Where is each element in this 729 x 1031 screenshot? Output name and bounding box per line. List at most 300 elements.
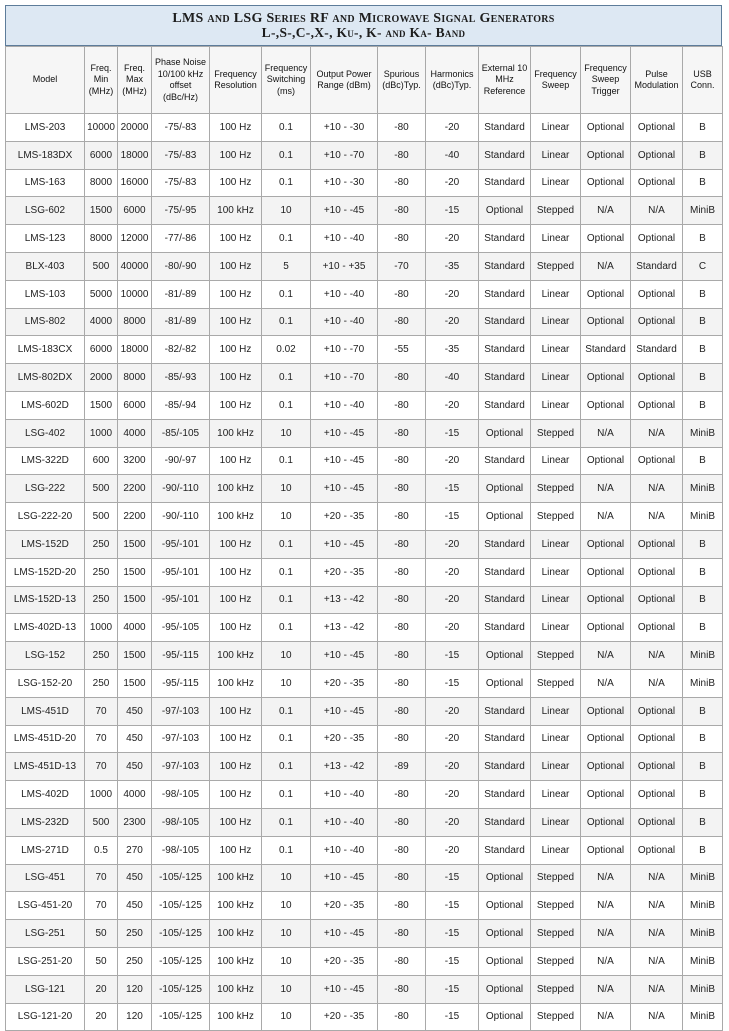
cell-sweep-trigger: N/A [581, 920, 631, 948]
cell-external-reference: Standard [479, 614, 531, 642]
cell-output-power-range: +10 - -40 [311, 781, 378, 809]
cell-freq-max: 18000 [118, 141, 152, 169]
cell-harmonics: -20 [426, 781, 479, 809]
cell-frequency-resolution: 100 kHz [210, 1003, 262, 1031]
cell-model: LMS-163 [6, 169, 85, 197]
table-row [6, 808, 723, 836]
cell-harmonics: -20 [426, 808, 479, 836]
cell-model: LSG-451 [6, 864, 85, 892]
cell-spurious: -80 [378, 586, 426, 614]
cell-output-power-range: +10 - -45 [311, 475, 378, 503]
cell-freq-min: 70 [85, 753, 118, 781]
cell-output-power-range: +10 - -45 [311, 864, 378, 892]
table-row [6, 558, 723, 586]
cell-freq-min: 500 [85, 252, 118, 280]
column-header-pulse-modulation: Pulse Modulation [631, 47, 683, 114]
cell-model: LSG-152 [6, 642, 85, 670]
cell-usb-connector: B [683, 141, 723, 169]
cell-harmonics: -20 [426, 225, 479, 253]
cell-model: LMS-152D-13 [6, 586, 85, 614]
cell-spurious: -80 [378, 447, 426, 475]
cell-freq-max: 6000 [118, 391, 152, 419]
cell-external-reference: Optional [479, 503, 531, 531]
cell-frequency-sweep: Linear [531, 753, 581, 781]
cell-frequency-sweep: Linear [531, 141, 581, 169]
cell-frequency-sweep: Linear [531, 530, 581, 558]
cell-frequency-switching: 0.1 [262, 753, 311, 781]
cell-frequency-resolution: 100 kHz [210, 975, 262, 1003]
cell-frequency-sweep: Stepped [531, 419, 581, 447]
cell-frequency-resolution: 100 Hz [210, 336, 262, 364]
cell-frequency-switching: 0.1 [262, 225, 311, 253]
table-row [6, 781, 723, 809]
cell-sweep-trigger: N/A [581, 475, 631, 503]
cell-model: LMS-271D [6, 836, 85, 864]
table-row [6, 252, 723, 280]
cell-harmonics: -15 [426, 975, 479, 1003]
cell-usb-connector: B [683, 725, 723, 753]
cell-frequency-sweep: Stepped [531, 642, 581, 670]
cell-harmonics: -20 [426, 725, 479, 753]
cell-pulse-modulation: Optional [631, 447, 683, 475]
table-row [6, 864, 723, 892]
cell-phase-noise: -81/-89 [152, 280, 210, 308]
column-header-freq-max: Freq. Max (MHz) [118, 47, 152, 114]
cell-freq-min: 250 [85, 642, 118, 670]
cell-frequency-sweep: Linear [531, 391, 581, 419]
cell-output-power-range: +20 - -35 [311, 947, 378, 975]
cell-freq-max: 3200 [118, 447, 152, 475]
cell-spurious: -80 [378, 642, 426, 670]
cell-freq-min: 500 [85, 808, 118, 836]
cell-spurious: -55 [378, 336, 426, 364]
cell-usb-connector: B [683, 114, 723, 142]
cell-pulse-modulation: Optional [631, 141, 683, 169]
cell-frequency-switching: 0.1 [262, 558, 311, 586]
cell-spurious: -80 [378, 975, 426, 1003]
cell-external-reference: Standard [479, 391, 531, 419]
cell-frequency-resolution: 100 Hz [210, 725, 262, 753]
cell-frequency-sweep: Stepped [531, 892, 581, 920]
cell-external-reference: Optional [479, 669, 531, 697]
cell-frequency-sweep: Stepped [531, 252, 581, 280]
cell-frequency-switching: 0.1 [262, 586, 311, 614]
cell-usb-connector: B [683, 308, 723, 336]
cell-frequency-sweep: Linear [531, 781, 581, 809]
cell-frequency-resolution: 100 Hz [210, 614, 262, 642]
cell-frequency-switching: 0.1 [262, 808, 311, 836]
table-header-row [6, 47, 723, 114]
table-row [6, 225, 723, 253]
table-row [6, 697, 723, 725]
cell-harmonics: -20 [426, 753, 479, 781]
cell-frequency-switching: 0.1 [262, 391, 311, 419]
cell-output-power-range: +10 - -45 [311, 530, 378, 558]
cell-freq-max: 10000 [118, 280, 152, 308]
cell-spurious: -80 [378, 391, 426, 419]
cell-usb-connector: B [683, 336, 723, 364]
cell-freq-max: 40000 [118, 252, 152, 280]
cell-spurious: -80 [378, 503, 426, 531]
cell-frequency-switching: 0.1 [262, 530, 311, 558]
cell-freq-min: 1000 [85, 781, 118, 809]
cell-phase-noise: -97/-103 [152, 753, 210, 781]
cell-phase-noise: -80/-90 [152, 252, 210, 280]
cell-frequency-resolution: 100 Hz [210, 391, 262, 419]
cell-freq-min: 50 [85, 947, 118, 975]
cell-freq-max: 6000 [118, 197, 152, 225]
cell-sweep-trigger: Optional [581, 808, 631, 836]
cell-harmonics: -15 [426, 1003, 479, 1031]
cell-freq-min: 70 [85, 892, 118, 920]
cell-usb-connector: MiniB [683, 920, 723, 948]
cell-phase-noise: -98/-105 [152, 836, 210, 864]
cell-freq-max: 2200 [118, 475, 152, 503]
cell-pulse-modulation: N/A [631, 1003, 683, 1031]
cell-model: LMS-802DX [6, 364, 85, 392]
cell-frequency-switching: 0.1 [262, 697, 311, 725]
cell-model: LMS-322D [6, 447, 85, 475]
cell-phase-noise: -105/-125 [152, 892, 210, 920]
cell-external-reference: Optional [479, 920, 531, 948]
table-row [6, 753, 723, 781]
title-line-1: LMS and LSG Series RF and Microwave Signal Generators [172, 10, 555, 26]
cell-frequency-switching: 10 [262, 669, 311, 697]
cell-usb-connector: MiniB [683, 419, 723, 447]
cell-external-reference: Optional [479, 475, 531, 503]
cell-frequency-sweep: Stepped [531, 475, 581, 503]
cell-freq-max: 12000 [118, 225, 152, 253]
cell-model: LMS-402D [6, 781, 85, 809]
cell-freq-max: 120 [118, 1003, 152, 1031]
cell-frequency-switching: 10 [262, 920, 311, 948]
cell-pulse-modulation: Optional [631, 280, 683, 308]
cell-phase-noise: -95/-115 [152, 669, 210, 697]
cell-phase-noise: -98/-105 [152, 808, 210, 836]
cell-frequency-switching: 10 [262, 419, 311, 447]
cell-sweep-trigger: Optional [581, 781, 631, 809]
cell-freq-min: 500 [85, 503, 118, 531]
cell-freq-min: 250 [85, 530, 118, 558]
cell-phase-noise: -90/-110 [152, 503, 210, 531]
cell-frequency-switching: 10 [262, 503, 311, 531]
cell-pulse-modulation: Optional [631, 808, 683, 836]
cell-usb-connector: MiniB [683, 503, 723, 531]
cell-spurious: -80 [378, 1003, 426, 1031]
cell-sweep-trigger: Optional [581, 391, 631, 419]
cell-external-reference: Optional [479, 947, 531, 975]
cell-harmonics: -20 [426, 558, 479, 586]
cell-usb-connector: B [683, 836, 723, 864]
cell-spurious: -80 [378, 920, 426, 948]
cell-freq-min: 0.5 [85, 836, 118, 864]
cell-frequency-sweep: Linear [531, 725, 581, 753]
cell-sweep-trigger: N/A [581, 252, 631, 280]
cell-sweep-trigger: Optional [581, 114, 631, 142]
cell-frequency-resolution: 100 Hz [210, 280, 262, 308]
cell-sweep-trigger: Optional [581, 586, 631, 614]
cell-phase-noise: -105/-125 [152, 1003, 210, 1031]
cell-harmonics: -20 [426, 836, 479, 864]
cell-external-reference: Standard [479, 364, 531, 392]
cell-external-reference: Optional [479, 975, 531, 1003]
cell-model: LSG-222 [6, 475, 85, 503]
cell-output-power-range: +20 - -35 [311, 669, 378, 697]
cell-phase-noise: -90/-97 [152, 447, 210, 475]
cell-freq-max: 4000 [118, 419, 152, 447]
cell-frequency-switching: 10 [262, 892, 311, 920]
cell-model: LSG-121 [6, 975, 85, 1003]
cell-freq-min: 20 [85, 975, 118, 1003]
column-header-usb-connector: USB Conn. [683, 47, 723, 114]
cell-frequency-resolution: 100 Hz [210, 114, 262, 142]
cell-frequency-resolution: 100 Hz [210, 364, 262, 392]
cell-pulse-modulation: Optional [631, 558, 683, 586]
cell-freq-min: 250 [85, 669, 118, 697]
cell-sweep-trigger: N/A [581, 669, 631, 697]
cell-harmonics: -15 [426, 920, 479, 948]
cell-freq-min: 1500 [85, 391, 118, 419]
cell-frequency-switching: 10 [262, 197, 311, 225]
cell-freq-min: 20 [85, 1003, 118, 1031]
cell-frequency-resolution: 100 Hz [210, 252, 262, 280]
cell-harmonics: -15 [426, 642, 479, 670]
cell-usb-connector: B [683, 558, 723, 586]
cell-external-reference: Standard [479, 781, 531, 809]
cell-output-power-range: +10 - -40 [311, 225, 378, 253]
cell-spurious: -89 [378, 753, 426, 781]
cell-freq-min: 70 [85, 697, 118, 725]
cell-pulse-modulation: N/A [631, 642, 683, 670]
cell-phase-noise: -75/-83 [152, 169, 210, 197]
cell-frequency-sweep: Linear [531, 808, 581, 836]
cell-freq-max: 1500 [118, 530, 152, 558]
cell-output-power-range: +10 - -30 [311, 169, 378, 197]
cell-model: LMS-402D-13 [6, 614, 85, 642]
cell-output-power-range: +10 - -30 [311, 114, 378, 142]
cell-phase-noise: -97/-103 [152, 697, 210, 725]
cell-freq-max: 1500 [118, 586, 152, 614]
cell-phase-noise: -75/-83 [152, 114, 210, 142]
cell-sweep-trigger: Optional [581, 447, 631, 475]
cell-usb-connector: B [683, 530, 723, 558]
cell-frequency-sweep: Linear [531, 364, 581, 392]
cell-freq-max: 450 [118, 753, 152, 781]
cell-external-reference: Standard [479, 447, 531, 475]
cell-frequency-sweep: Stepped [531, 947, 581, 975]
cell-freq-min: 70 [85, 725, 118, 753]
cell-usb-connector: MiniB [683, 892, 723, 920]
cell-usb-connector: MiniB [683, 197, 723, 225]
cell-frequency-sweep: Linear [531, 586, 581, 614]
cell-sweep-trigger: N/A [581, 947, 631, 975]
cell-frequency-switching: 5 [262, 252, 311, 280]
cell-pulse-modulation: N/A [631, 419, 683, 447]
cell-sweep-trigger: Optional [581, 836, 631, 864]
cell-pulse-modulation: Optional [631, 530, 683, 558]
cell-model: BLX-403 [6, 252, 85, 280]
cell-model: LMS-451D-20 [6, 725, 85, 753]
column-header-phase-noise: Phase Noise 10/100 kHz offset (dBc/Hz) [152, 47, 210, 114]
cell-model: LMS-802 [6, 308, 85, 336]
cell-freq-max: 2200 [118, 503, 152, 531]
column-header-harmonics: Harmonics (dBc)Typ. [426, 47, 479, 114]
cell-spurious: -80 [378, 892, 426, 920]
cell-spurious: -80 [378, 419, 426, 447]
table-row [6, 141, 723, 169]
cell-pulse-modulation: N/A [631, 669, 683, 697]
column-header-output-power-range: Output Power Range (dBm) [311, 47, 378, 114]
cell-freq-max: 450 [118, 892, 152, 920]
cell-output-power-range: +13 - -42 [311, 614, 378, 642]
cell-output-power-range: +10 - -45 [311, 447, 378, 475]
column-header-model: Model [6, 47, 85, 114]
cell-spurious: -80 [378, 697, 426, 725]
cell-usb-connector: B [683, 697, 723, 725]
cell-sweep-trigger: Optional [581, 753, 631, 781]
cell-pulse-modulation: Standard [631, 336, 683, 364]
cell-frequency-sweep: Linear [531, 558, 581, 586]
cell-pulse-modulation: N/A [631, 947, 683, 975]
table-body [6, 114, 723, 1031]
cell-model: LSG-602 [6, 197, 85, 225]
table-row [6, 503, 723, 531]
table-row [6, 169, 723, 197]
cell-external-reference: Standard [479, 836, 531, 864]
cell-spurious: -80 [378, 669, 426, 697]
cell-model: LMS-451D-13 [6, 753, 85, 781]
cell-sweep-trigger: N/A [581, 864, 631, 892]
cell-external-reference: Standard [479, 697, 531, 725]
cell-frequency-resolution: 100 kHz [210, 419, 262, 447]
title-line-2: L-,S-,C-,X-, Ku-, K- and Ka- Band [261, 24, 466, 40]
cell-frequency-resolution: 100 Hz [210, 447, 262, 475]
cell-phase-noise: -98/-105 [152, 781, 210, 809]
cell-spurious: -80 [378, 836, 426, 864]
cell-usb-connector: B [683, 225, 723, 253]
cell-model: LSG-251 [6, 920, 85, 948]
cell-freq-min: 70 [85, 864, 118, 892]
table-row [6, 114, 723, 142]
cell-frequency-sweep: Stepped [531, 975, 581, 1003]
cell-freq-min: 1000 [85, 614, 118, 642]
cell-sweep-trigger: Optional [581, 169, 631, 197]
cell-model: LSG-251-20 [6, 947, 85, 975]
cell-freq-max: 8000 [118, 364, 152, 392]
cell-harmonics: -20 [426, 391, 479, 419]
cell-frequency-resolution: 100 Hz [210, 781, 262, 809]
cell-frequency-switching: 0.1 [262, 169, 311, 197]
table-row [6, 975, 723, 1003]
cell-frequency-sweep: Linear [531, 280, 581, 308]
cell-external-reference: Standard [479, 336, 531, 364]
cell-phase-noise: -81/-89 [152, 308, 210, 336]
cell-usb-connector: B [683, 391, 723, 419]
cell-frequency-sweep: Stepped [531, 669, 581, 697]
cell-output-power-range: +10 - -70 [311, 141, 378, 169]
table-row [6, 892, 723, 920]
cell-external-reference: Optional [479, 864, 531, 892]
cell-sweep-trigger: Optional [581, 364, 631, 392]
cell-freq-min: 50 [85, 920, 118, 948]
cell-external-reference: Optional [479, 1003, 531, 1031]
cell-pulse-modulation: Optional [631, 725, 683, 753]
column-header-frequency-sweep: Frequency Sweep [531, 47, 581, 114]
cell-phase-noise: -82/-82 [152, 336, 210, 364]
cell-output-power-range: +20 - -35 [311, 558, 378, 586]
cell-model: LMS-183CX [6, 336, 85, 364]
cell-output-power-range: +10 - -40 [311, 808, 378, 836]
cell-pulse-modulation: Optional [631, 308, 683, 336]
cell-output-power-range: +10 - -45 [311, 697, 378, 725]
cell-sweep-trigger: Optional [581, 558, 631, 586]
cell-frequency-switching: 0.1 [262, 725, 311, 753]
cell-frequency-sweep: Stepped [531, 1003, 581, 1031]
cell-freq-min: 10000 [85, 114, 118, 142]
cell-sweep-trigger: N/A [581, 503, 631, 531]
cell-external-reference: Standard [479, 114, 531, 142]
cell-freq-max: 450 [118, 697, 152, 725]
cell-output-power-range: +10 - +35 [311, 252, 378, 280]
cell-pulse-modulation: N/A [631, 975, 683, 1003]
cell-frequency-resolution: 100 Hz [210, 697, 262, 725]
cell-freq-max: 20000 [118, 114, 152, 142]
cell-freq-min: 8000 [85, 225, 118, 253]
cell-frequency-switching: 10 [262, 1003, 311, 1031]
cell-spurious: -80 [378, 141, 426, 169]
cell-freq-max: 18000 [118, 336, 152, 364]
cell-sweep-trigger: Optional [581, 725, 631, 753]
table-row [6, 280, 723, 308]
cell-usb-connector: B [683, 586, 723, 614]
cell-sweep-trigger: N/A [581, 419, 631, 447]
cell-spurious: -80 [378, 614, 426, 642]
cell-usb-connector: B [683, 169, 723, 197]
cell-external-reference: Standard [479, 808, 531, 836]
cell-frequency-sweep: Linear [531, 114, 581, 142]
cell-output-power-range: +10 - -40 [311, 280, 378, 308]
cell-freq-min: 250 [85, 558, 118, 586]
cell-spurious: -80 [378, 864, 426, 892]
cell-freq-max: 1500 [118, 558, 152, 586]
cell-output-power-range: +10 - -70 [311, 336, 378, 364]
cell-frequency-resolution: 100 kHz [210, 864, 262, 892]
cell-model: LMS-123 [6, 225, 85, 253]
table-row [6, 336, 723, 364]
cell-usb-connector: MiniB [683, 669, 723, 697]
cell-harmonics: -20 [426, 280, 479, 308]
cell-freq-min: 1000 [85, 419, 118, 447]
cell-freq-min: 6000 [85, 141, 118, 169]
cell-frequency-resolution: 100 Hz [210, 530, 262, 558]
cell-harmonics: -15 [426, 419, 479, 447]
document [5, 5, 722, 1031]
cell-harmonics: -15 [426, 864, 479, 892]
cell-model: LMS-152D-20 [6, 558, 85, 586]
column-header-spurious: Spurious (dBc)Typ. [378, 47, 426, 114]
spec-table [5, 46, 723, 1031]
cell-pulse-modulation: Optional [631, 586, 683, 614]
cell-phase-noise: -105/-125 [152, 975, 210, 1003]
cell-sweep-trigger: N/A [581, 642, 631, 670]
cell-pulse-modulation: Optional [631, 114, 683, 142]
cell-spurious: -80 [378, 364, 426, 392]
cell-output-power-range: +20 - -35 [311, 892, 378, 920]
cell-model: LSG-121-20 [6, 1003, 85, 1031]
cell-external-reference: Standard [479, 225, 531, 253]
cell-phase-noise: -75/-83 [152, 141, 210, 169]
cell-frequency-sweep: Linear [531, 614, 581, 642]
